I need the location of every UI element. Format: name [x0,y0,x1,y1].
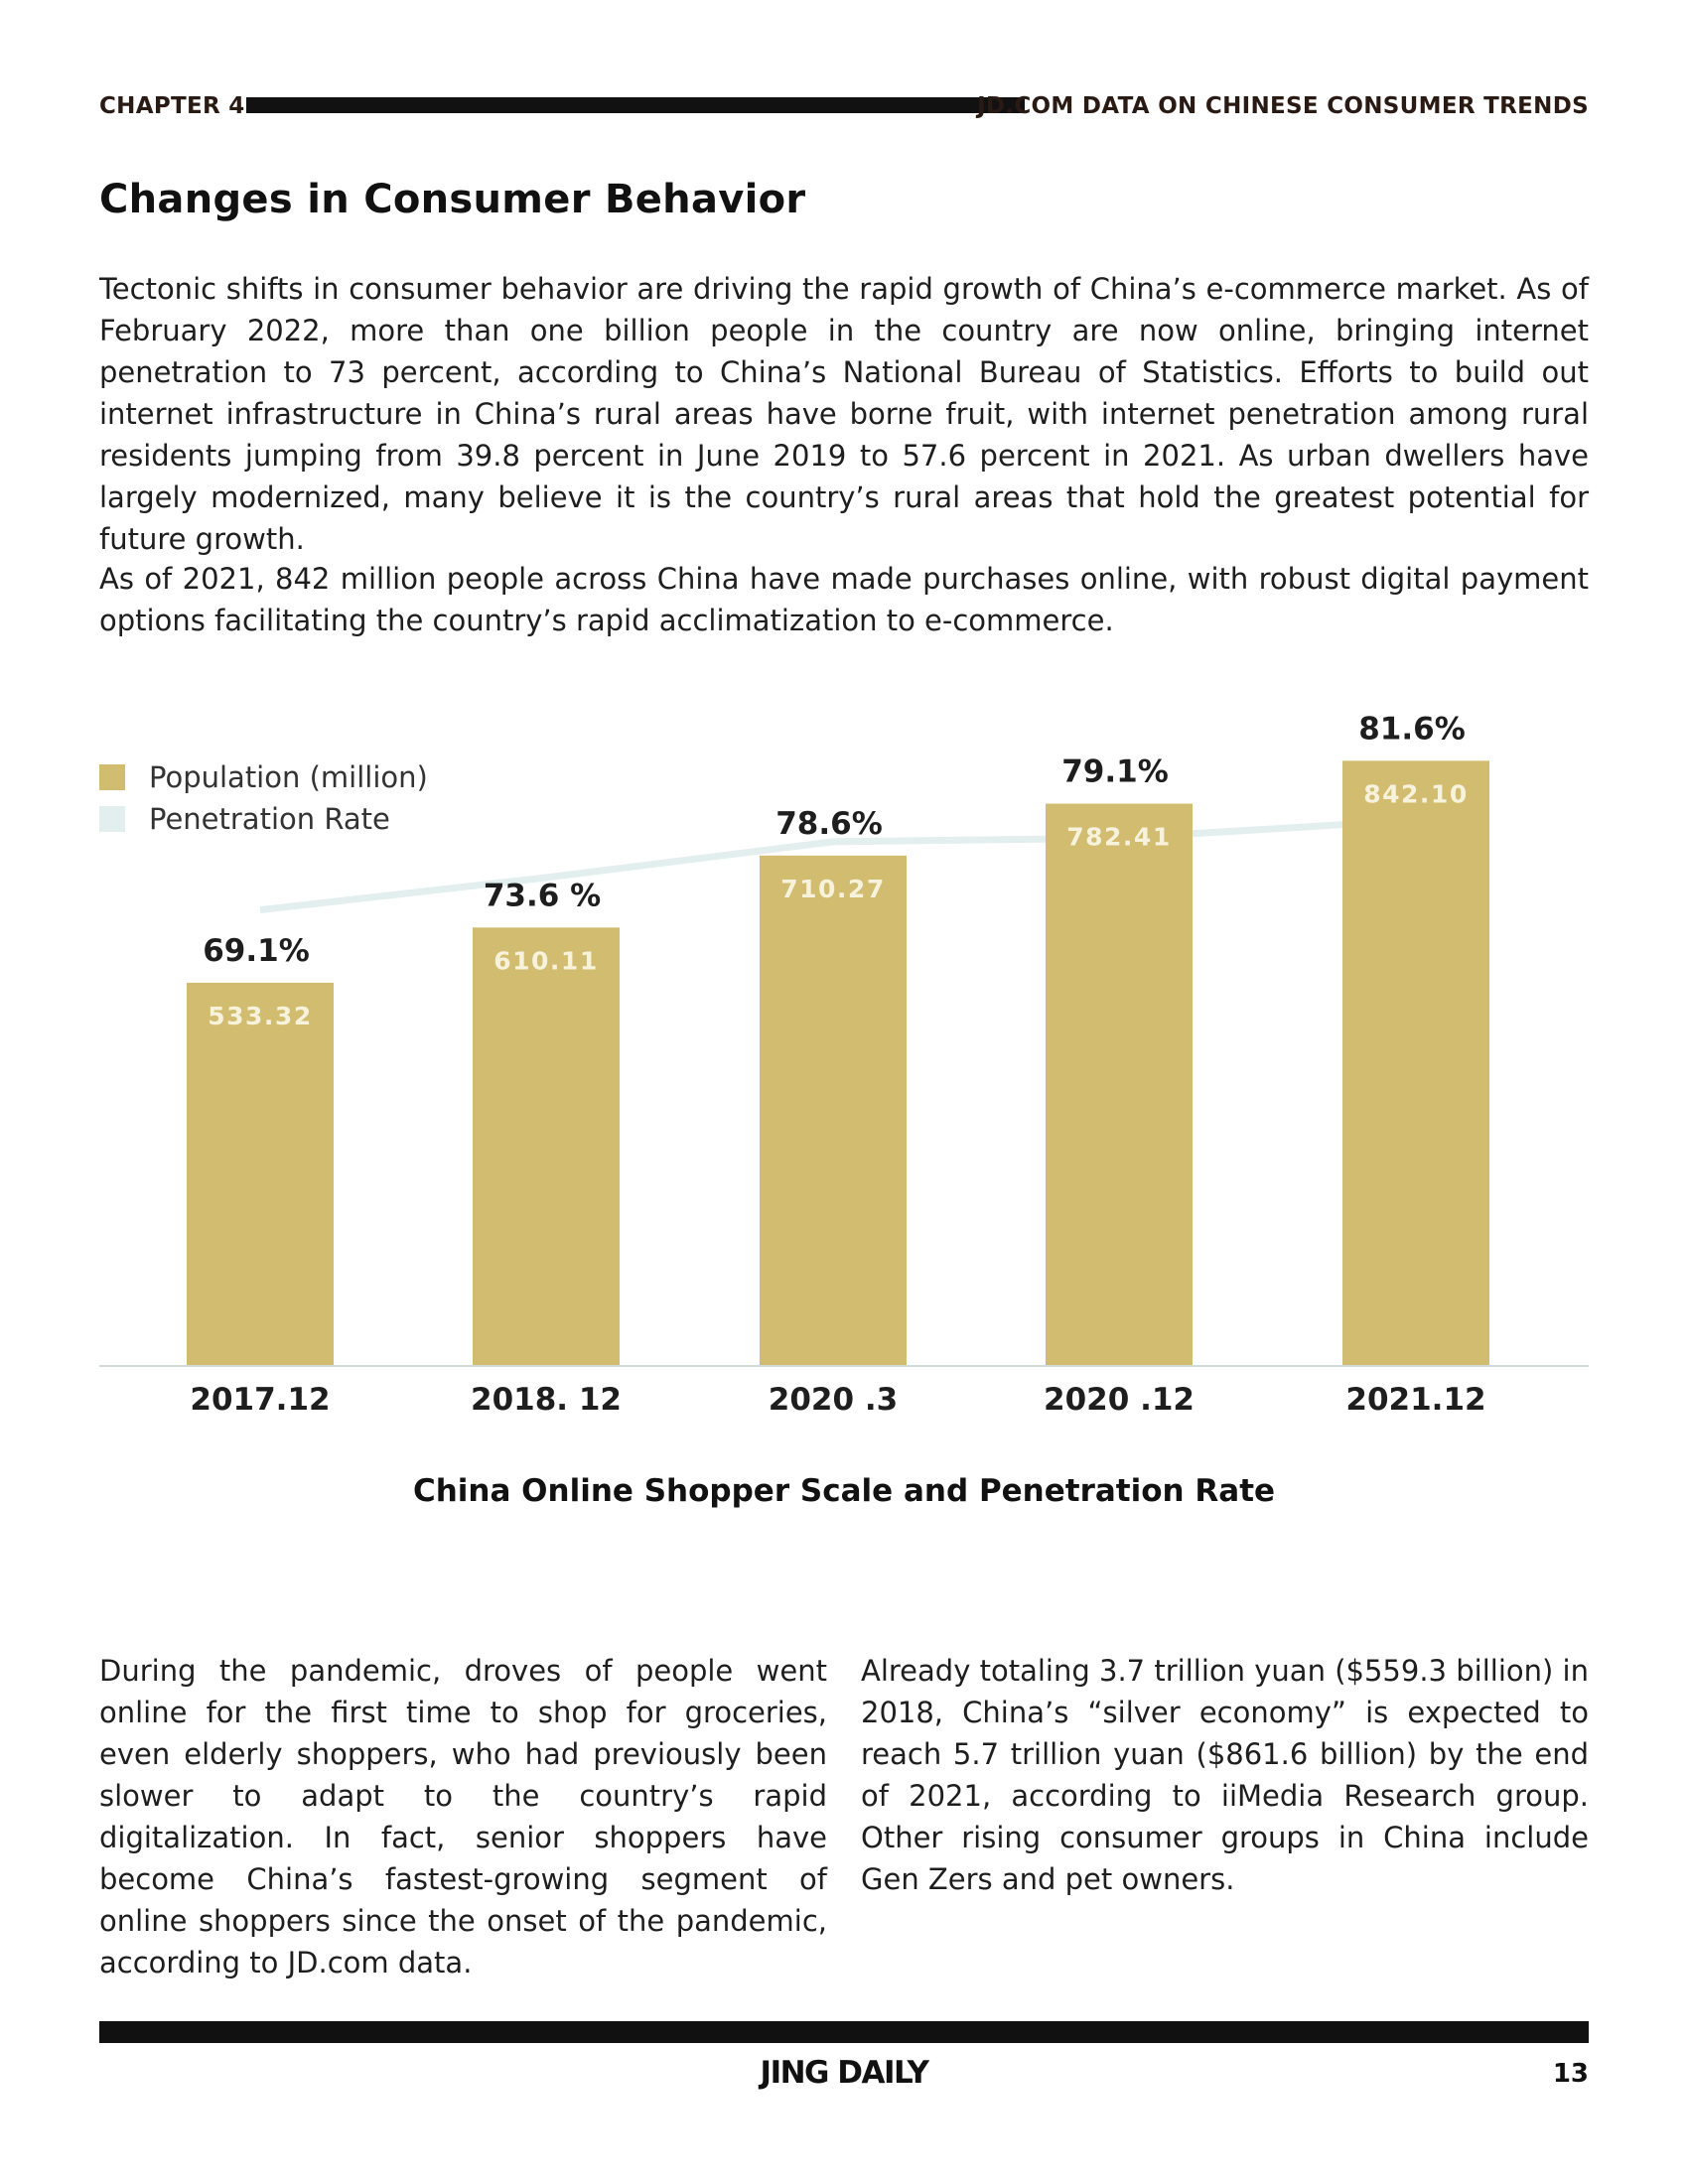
body-column-right: Already totaling 3.7 trillion yuan ($559.3 billion) in 2018, China’s “silver economy” is expected to reach 5.7 trillion yuan ($861.6 billion) by the end of 2021, according to iiMedia Research group. Other rising consumer groups in China include Gen Zers and pet owners. [861,1654,1589,1896]
x-tick-label-2: 2018. 12 [471,1382,622,1418]
population-bar-1 [187,983,334,1366]
population-value-label-4: 782.41 [1066,822,1172,852]
legend-label-population: Population (million) [149,760,428,794]
population-bar-4 [1046,804,1193,1366]
penetration-rate-label-2: 73.6 % [483,878,602,914]
legend-label-penetration: Penetration Rate [149,802,390,836]
population-bar-2 [473,927,620,1366]
population-value-label-1: 533.32 [208,1001,313,1030]
section-title: Changes in Consumer Behavior [99,177,806,222]
population-bar-3 [760,856,907,1366]
x-tick-label-1: 2017.12 [190,1382,331,1418]
body-paragraph-1: Tectonic shifts in consumer behavior are driving the rapid growth of China’s e-commerce market. As of February 2022, more than one billion people in the country are now online, bringing internet penetration to 73 percent, according to China’s National Bureau of Statistics. Efforts to build out internet infrastructure in China’s rural areas have borne fruit, with internet penetration among rural residents jumping from 39.8 percent in June 2019 to 57.6 percent in 2021. As urban dwellers have largely modernized, many believe it is the country’s rural areas that hold the greatest potential for future growth. [99,272,1589,556]
population-value-label-2: 610.11 [493,946,599,976]
x-tick-label-4: 2020 .12 [1044,1382,1195,1418]
chart-title: China Online Shopper Scale and Penetration Rate [412,1473,1276,1509]
penetration-rate-label-3: 78.6% [775,805,883,842]
population-value-label-3: 710.27 [780,874,886,903]
penetration-rate-label-4: 79.1% [1061,753,1169,790]
report-title: JD.COM DATA ON CHINESE CONSUMER TRENDS [977,93,1589,119]
x-tick-label-5: 2021.12 [1345,1382,1486,1418]
body-paragraph-2: As of 2021, 842 million people across China have made purchases online, with robust digital payment options facilitating the country’s rapid acclimatization to e-commerce. [99,562,1589,637]
penetration-rate-label-5: 81.6% [1358,711,1466,748]
chapter-label: CHAPTER 4 [99,93,245,119]
penetration-rate-label-1: 69.1% [203,932,310,969]
page-number: 13 [1552,2059,1589,2089]
jing-daily-logo: JING DAILY [760,2055,928,2091]
body-column-left: During the pandemic, droves of people went online for the first time to shop for groceries, even elderly shoppers, who had previously been slower to adapt to the country’s rapid digitalization. In fact, senior shoppers have become China’s fastest-growing segment of online shoppers since the onset of the pandemic, according to JD.com data. [99,1654,827,1979]
footer-rule [99,2021,1589,2043]
population-value-label-5: 842.10 [1363,779,1469,809]
population-bar-5 [1342,760,1489,1366]
x-tick-label-3: 2020 .3 [768,1382,899,1418]
